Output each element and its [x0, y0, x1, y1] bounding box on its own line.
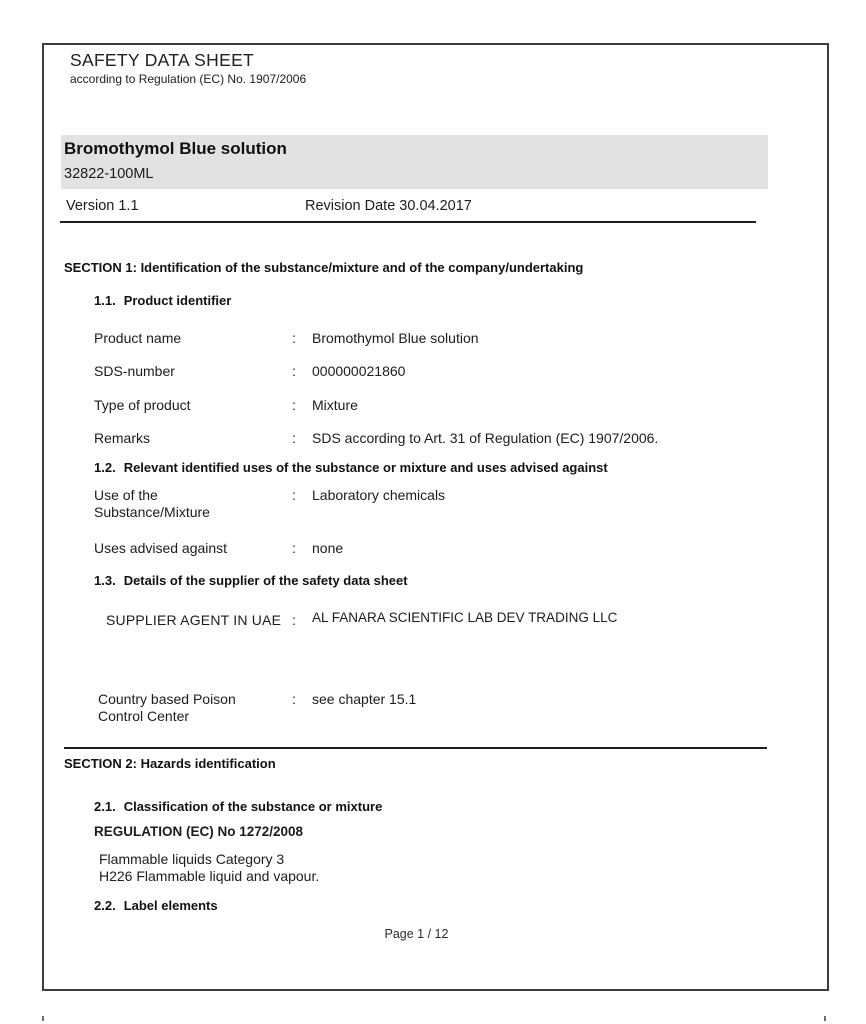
- classification-line-1: Flammable liquids Category 3: [99, 851, 285, 867]
- classification-line-2: H226 Flammable liquid and vapour.: [99, 868, 320, 884]
- field-value: 000000021860: [312, 363, 406, 379]
- page-number-indicator: Page 1 / 12: [384, 927, 449, 941]
- document-subtitle: according to Regulation (EC) No. 1907/2006: [70, 72, 307, 86]
- field-colon: :: [292, 612, 296, 628]
- regulation-heading: REGULATION (EC) No 1272/2008: [94, 824, 304, 839]
- revision-date-label: Revision Date 30.04.2017: [305, 198, 472, 214]
- field-value: Mixture: [312, 397, 358, 413]
- field-value: Bromothymol Blue solution: [312, 330, 479, 346]
- subsection-title: Classification of the substance or mixture: [123, 799, 383, 814]
- subsection-1-2-heading: [94, 460, 608, 475]
- subsection-number: 2.2.: [94, 898, 116, 913]
- crop-mark-right: [824, 1016, 826, 1021]
- product-name-heading: Bromothymol Blue solution: [64, 139, 287, 158]
- field-label: [94, 487, 210, 521]
- subsection-number: 1.1.: [94, 293, 116, 308]
- subsection-1-1-heading: [94, 293, 231, 308]
- field-label: Type of product: [94, 397, 191, 413]
- field-label: Uses advised against: [94, 540, 228, 556]
- crop-mark-left: [42, 1016, 44, 1021]
- document-title: SAFETY DATA SHEET: [70, 50, 255, 70]
- field-label: SDS-number: [94, 363, 175, 379]
- field-label: Product name: [94, 330, 182, 346]
- subsection-title: Details of the supplier of the safety data sheet: [123, 573, 408, 588]
- subsection-title: Relevant identified uses of the substance or mixture and uses advised against: [123, 460, 608, 475]
- subsection-2-2-heading: [94, 898, 218, 913]
- subsection-number: 1.3.: [94, 573, 116, 588]
- field-label-line1: Country based Poison: [98, 691, 236, 707]
- version-label: Version 1.1: [66, 198, 139, 214]
- field-colon: :: [292, 397, 296, 413]
- subsection-2-1-heading: [94, 799, 382, 814]
- subsection-1-3-heading: [94, 573, 408, 588]
- field-value: see chapter 15.1: [312, 691, 417, 707]
- field-colon: :: [292, 363, 296, 379]
- sds-document-page: [42, 43, 829, 991]
- field-value: Laboratory chemicals: [312, 487, 446, 503]
- field-colon: :: [292, 330, 296, 346]
- section-2-heading: SECTION 2: Hazards identification: [64, 756, 276, 771]
- field-colon: :: [292, 691, 296, 707]
- field-label: Remarks: [94, 430, 151, 446]
- field-label: [98, 691, 236, 725]
- field-value: AL FANARA SCIENTIFIC LAB DEV TRADING LLC: [312, 610, 618, 625]
- subsection-number: 1.2.: [94, 460, 116, 475]
- field-label-line1: Use of the: [94, 487, 158, 503]
- subsection-number: 2.1.: [94, 799, 116, 814]
- field-colon: :: [292, 430, 296, 446]
- subsection-title: Product identifier: [123, 293, 232, 308]
- field-colon: :: [292, 540, 296, 556]
- field-label-line2: Substance/Mixture: [94, 504, 210, 520]
- header-divider: [60, 221, 756, 223]
- product-banner: [61, 135, 768, 189]
- field-colon: :: [292, 487, 296, 503]
- field-label-line2: Control Center: [98, 708, 190, 724]
- field-value: SDS according to Art. 31 of Regulation (EC) 1907/2006.: [312, 430, 659, 446]
- field-label: SUPPLIER AGENT IN UAE: [106, 612, 282, 628]
- field-value: none: [312, 540, 344, 556]
- product-catalog-number: 32822-100ML: [64, 166, 154, 182]
- section-2-divider: [64, 747, 767, 749]
- subsection-title: Label elements: [123, 898, 218, 913]
- section-1-heading: SECTION 1: Identification of the substance/mixture and of the company/undertaking: [64, 260, 584, 275]
